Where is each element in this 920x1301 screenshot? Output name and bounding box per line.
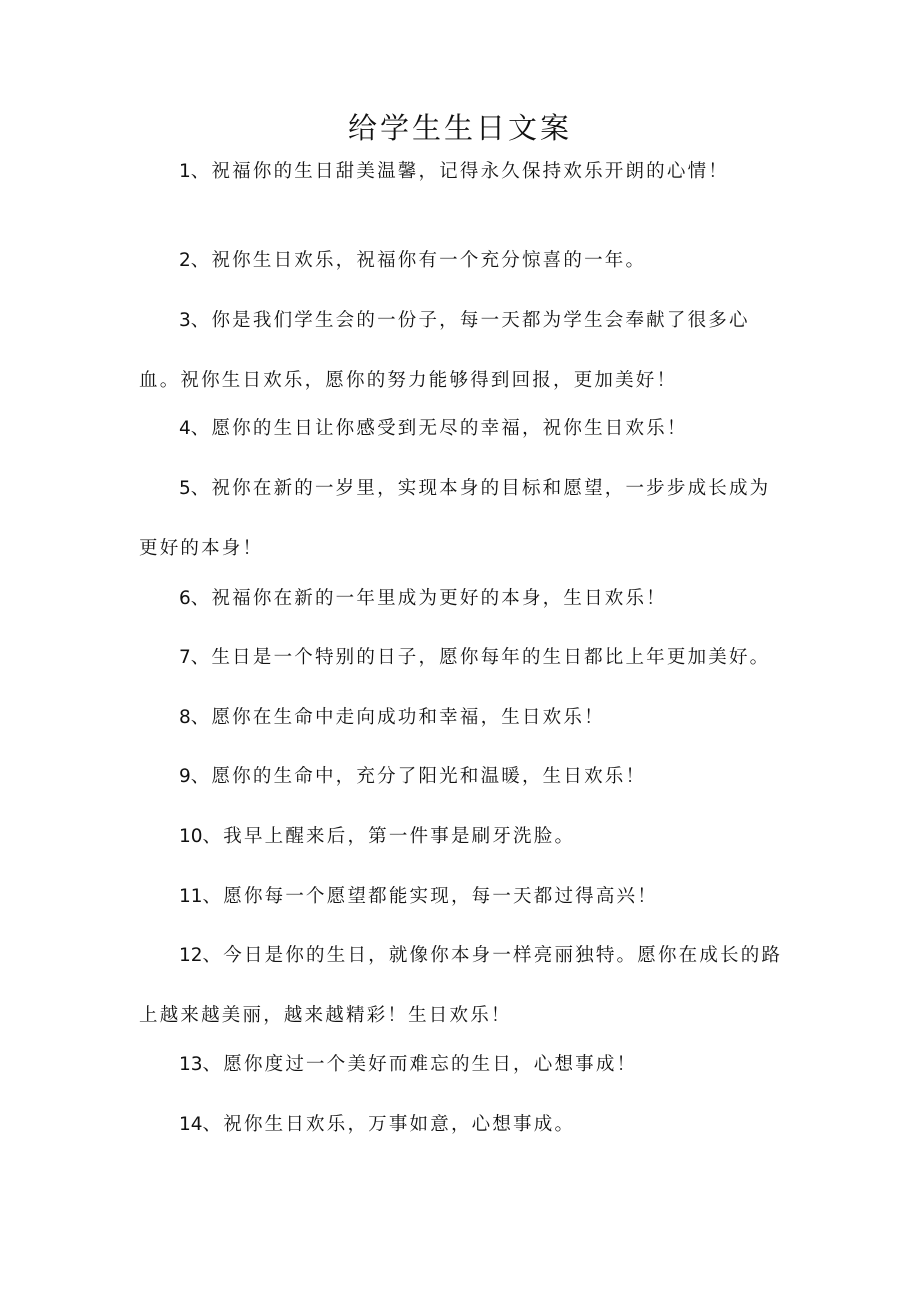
item-text: 、愿你在生命中走向成功和幸福，生日欢乐！ (190, 707, 605, 728)
item-number: 8 (179, 707, 191, 728)
list-item (139, 399, 789, 459)
item-number: 5 (179, 478, 191, 499)
list-item (139, 231, 789, 291)
item-number: 14 (179, 1114, 203, 1135)
item-number: 13 (179, 1054, 203, 1075)
item-number: 10 (179, 826, 203, 847)
list-item (139, 867, 789, 927)
item-number: 4 (179, 418, 191, 439)
list-item (139, 1035, 789, 1095)
list-item (139, 747, 789, 807)
item-text: 、愿你的生日让你感受到无尽的幸福，祝你生日欢乐！ (190, 418, 688, 439)
item-text: 、愿你每一个愿望都能实现，每一天都过得高兴！ (202, 886, 658, 907)
item-text: 、我早上醒来后，第一件事是刷牙洗脸。 (202, 826, 576, 847)
item-number: 7 (179, 647, 191, 668)
item-text: 、祝福你在新的一年里成为更好的本身，生日欢乐！ (190, 588, 667, 609)
list-item (139, 628, 789, 688)
item-number: 2 (179, 250, 191, 271)
list-item (139, 688, 789, 748)
item-number: 12 (179, 945, 203, 966)
list-item (139, 807, 789, 867)
list-item (139, 291, 789, 411)
item-text: 、祝你生日欢乐，万事如意，心想事成。 (202, 1114, 576, 1135)
list-item (139, 1095, 789, 1155)
document-title: 给学生生日文案 (347, 111, 572, 145)
list-item (139, 459, 789, 579)
item-number: 3 (179, 310, 191, 331)
item-number: 11 (179, 886, 203, 907)
item-text: 、祝福你的生日甜美温馨，记得永久保持欢乐开朗的心情！ (190, 161, 729, 182)
item-number: 9 (179, 766, 191, 787)
list-item (139, 142, 789, 202)
item-text: 、今日是你的生日，就像你本身一样亮丽独特。愿你在成长的路上越来越美丽，越来越精彩！生日欢乐！ (139, 945, 783, 1026)
item-text: 、愿你度过一个美好而难忘的生日，心想事成！ (202, 1054, 638, 1075)
item-text: 、生日是一个特别的日子，愿你每年的生日都比上年更加美好。 (190, 647, 771, 668)
item-text: 、愿你的生命中，充分了阳光和温暖，生日欢乐！ (190, 766, 647, 787)
item-number: 6 (179, 588, 191, 609)
item-text: 、祝你生日欢乐，祝福你有一个充分惊喜的一年。 (190, 250, 647, 271)
item-text: 、祝你在新的一岁里，实现本身的目标和愿望，一步步成长成为更好的本身！ (139, 478, 771, 559)
item-text: 、你是我们学生会的一份子，每一天都为学生会奉献了很多心血。祝你生日欢乐，愿你的努力能够得到回报，更加美好！ (139, 310, 750, 391)
list-item (139, 569, 789, 629)
list-item (139, 926, 789, 1046)
item-number: 1 (179, 161, 191, 182)
